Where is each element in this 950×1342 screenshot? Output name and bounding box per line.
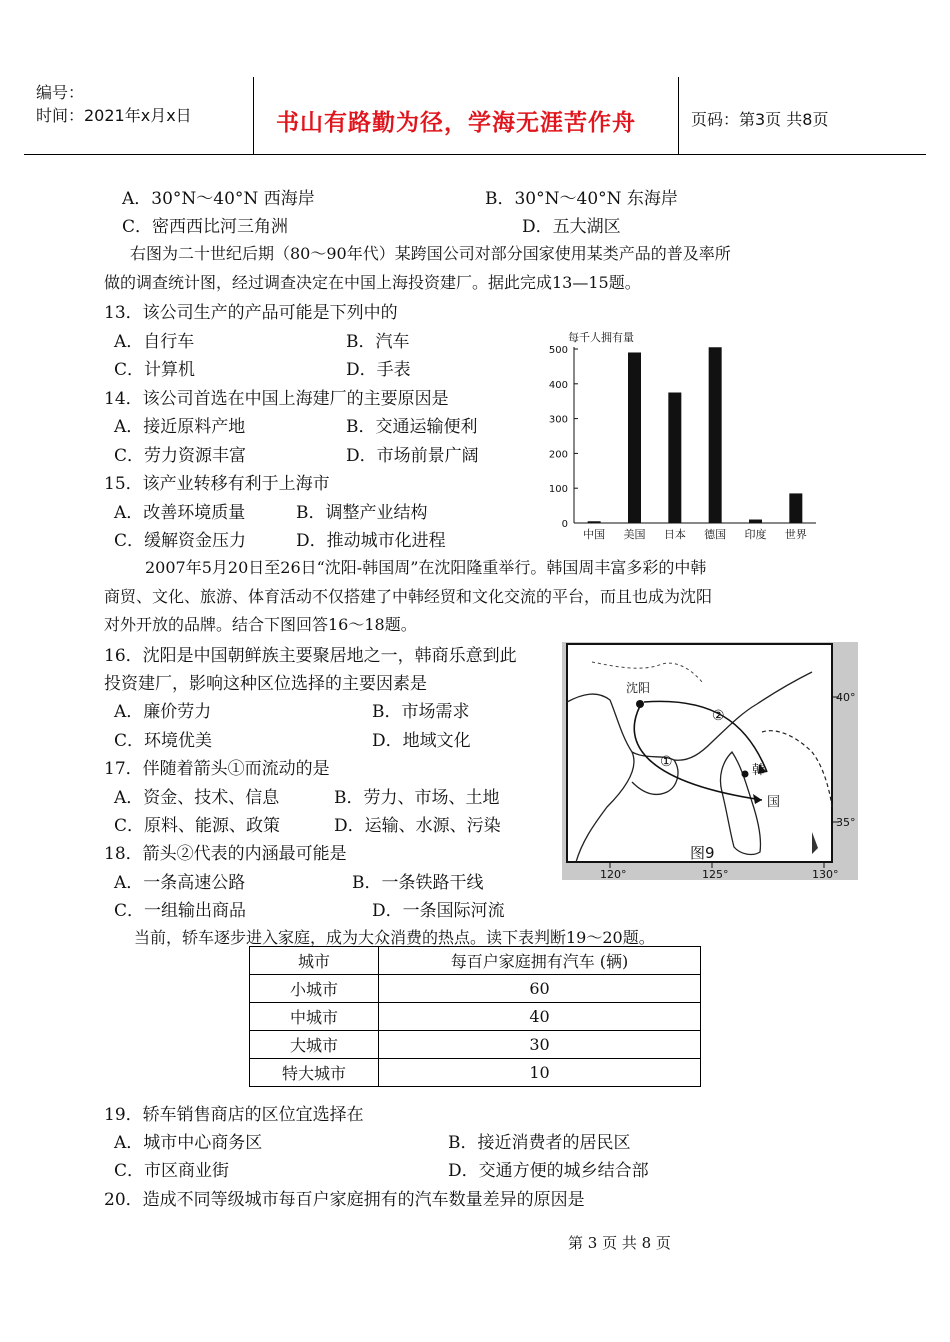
table-row [250, 975, 701, 1003]
intro1-line1: 右图为二十世纪后期（80～90年代）某跨国公司对部分国家使用某类产品的普及率所 [130, 244, 731, 263]
q12-option-d: D．五大湖区 [522, 217, 621, 237]
y-tick-label: 100 [548, 484, 568, 496]
table-cell-city: 大城市 [250, 1031, 379, 1059]
q15-option-a: A．改善环境质量 [114, 503, 246, 523]
q16-option-c: C．环境优美 [114, 731, 213, 751]
bars [588, 347, 803, 523]
q13-option-b: B．汽车 [346, 332, 410, 352]
label-korea-1: 韩 [752, 763, 766, 778]
table-header-row [250, 947, 701, 975]
label-korea-2: 国 [767, 795, 781, 810]
q18-option-b: B．一条铁路干线 [352, 873, 484, 893]
label-arrow-1: ① [660, 754, 673, 770]
y-tick-label: 0 [561, 519, 568, 530]
q18-option-c: C．一组输出商品 [114, 901, 247, 921]
header-divider-right [678, 77, 679, 154]
seoul-marker [742, 771, 749, 778]
table-cell-value: 40 [379, 1003, 701, 1031]
table-cell-city: 中城市 [250, 1003, 379, 1031]
q16-stem-line1: 16．沈阳是中国朝鲜族主要聚居地之一，韩商乐意到此 [104, 646, 517, 666]
number-label: 编号： [36, 83, 85, 102]
label-lon-120: 120° [600, 868, 627, 880]
q15-option-c: C．缓解资金压力 [114, 531, 247, 551]
q15-stem: 15．该产业转移有利于上海市 [104, 474, 330, 494]
category-label: 中国 [583, 528, 606, 541]
q17-option-d: D．运输、水源、污染 [334, 816, 501, 836]
bar-印度 [749, 520, 762, 523]
page-footer: 第 3 页 共 8 页 [568, 1234, 671, 1252]
q16-option-a: A．廉价劳力 [114, 702, 212, 722]
bar-美国 [628, 352, 641, 523]
q13-stem: 13．该公司生产的产品可能是下列中的 [104, 303, 398, 323]
q13-option-d: D．手表 [346, 360, 411, 380]
table-row [250, 1059, 701, 1087]
table-header-city: 城市 [250, 947, 379, 975]
q19-option-c: C．市区商业街 [114, 1161, 230, 1181]
table-cell-value: 60 [379, 975, 701, 1003]
q17-option-b: B．劳力、市场、土地 [334, 788, 500, 808]
q14-stem: 14．该公司首选在中国上海建厂的主要原因是 [104, 389, 449, 409]
table-cell-city: 小城市 [250, 975, 379, 1003]
shenyang-marker [636, 700, 644, 708]
page-label: 页码：第3页 共8页 [691, 110, 829, 129]
chart-title: 每千人拥有量 [568, 331, 634, 344]
q16-option-b: B．市场需求 [372, 702, 470, 722]
category-label: 美国 [623, 528, 646, 541]
time-label: 时间：2021年x月x日 [36, 106, 192, 125]
q12-option-a: A．30°N～40°N 西海岸 [122, 189, 315, 209]
table-row [250, 1003, 701, 1031]
intro2-line3: 对外开放的品牌。结合下图回答16～18题。 [104, 615, 417, 634]
table-header-cars: 每百户家庭拥有汽车 (辆) [379, 947, 701, 975]
table-cell-city: 特大城市 [250, 1059, 379, 1087]
intro1-line2: 做的调查统计图，经过调查决定在中国上海投资建厂。据此完成13—15题。 [104, 273, 641, 292]
label-lon-130: 130° [812, 868, 839, 880]
q12-option-c: C．密西西比河三角洲 [122, 217, 289, 237]
q19-option-b: B．接近消费者的居民区 [448, 1133, 631, 1153]
q19-option-a: A．城市中心商务区 [114, 1133, 263, 1153]
figure-9-map [562, 642, 858, 880]
q14-option-b: B．交通运输便利 [346, 417, 478, 437]
header-rule [24, 154, 926, 155]
intro3: 当前，轿车逐步进入家庭，成为大众消费的热点。读下表判断19～20题。 [134, 928, 655, 947]
y-tick-label: 200 [548, 449, 568, 461]
q14-option-d: D．市场前景广阔 [346, 446, 479, 466]
q14-option-c: C．劳力资源丰富 [114, 446, 247, 466]
label-arrow-2: ② [712, 708, 725, 724]
product-penetration-bar-chart [530, 325, 830, 545]
y-tick-label: 500 [548, 345, 568, 356]
bar-世界 [789, 493, 802, 523]
bar-中国 [588, 521, 601, 523]
table-cell-value: 30 [379, 1031, 701, 1059]
figure-caption: 图9 [690, 844, 715, 862]
motto: 书山有路勤为径，学海无涯苦作舟 [276, 110, 636, 136]
q12-option-b: B．30°N～40°N 东海岸 [485, 189, 678, 209]
table-row [250, 1031, 701, 1059]
q15-option-b: B．调整产业结构 [296, 503, 428, 523]
q15-option-d: D．推动城市化进程 [296, 531, 446, 551]
header-divider-left [253, 77, 254, 154]
category-label: 印度 [744, 528, 767, 541]
q18-option-d: D．一条国际河流 [372, 901, 505, 921]
y-tick-label: 400 [548, 379, 568, 391]
table-cell-value: 10 [379, 1059, 701, 1087]
map-graphic [562, 642, 858, 880]
q14-option-a: A．接近原料产地 [114, 417, 246, 437]
q18-option-a: A．一条高速公路 [114, 873, 246, 893]
q17-stem: 17．伴随着箭头①而流动的是 [104, 759, 330, 779]
q16-option-d: D．地域文化 [372, 731, 471, 751]
label-shenyang: 沈阳 [626, 681, 651, 695]
q17-option-a: A．资金、技术、信息 [114, 788, 280, 808]
q19-stem: 19．轿车销售商店的区位宜选择在 [104, 1105, 364, 1125]
q17-option-c: C．原料、能源、政策 [114, 816, 281, 836]
bar-日本 [668, 393, 681, 524]
category-label: 世界 [784, 528, 807, 541]
y-tick-label: 300 [548, 414, 568, 426]
category-label: 德国 [704, 528, 727, 541]
category-labels [583, 527, 807, 541]
q16-stem-line2: 投资建厂，影响这种区位选择的主要因素是 [104, 674, 427, 694]
label-lat-40: 40° [836, 691, 856, 704]
intro2-line1: 2007年5月20日至26日“沈阳-韩国周”在沈阳隆重举行。韩国周丰富多彩的中韩 [145, 558, 707, 577]
q13-option-c: C．计算机 [114, 360, 196, 380]
category-label: 日本 [663, 528, 686, 541]
q20-stem: 20．造成不同等级城市每百户家庭拥有的汽车数量差异的原因是 [104, 1190, 585, 1210]
label-lat-35: 35° [836, 816, 856, 829]
bar-德国 [709, 347, 722, 523]
car-ownership-table [249, 946, 701, 1087]
q18-stem: 18．箭头②代表的内涵最可能是 [104, 844, 347, 864]
q13-option-a: A．自行车 [114, 332, 195, 352]
label-lon-125: 125° [702, 868, 729, 880]
q19-option-d: D．交通方便的城乡结合部 [448, 1161, 649, 1181]
intro2-line2: 商贸、文化、旅游、体育活动不仅搭建了中韩经贸和文化交流的平台，而且也成为沈阳 [104, 587, 713, 606]
